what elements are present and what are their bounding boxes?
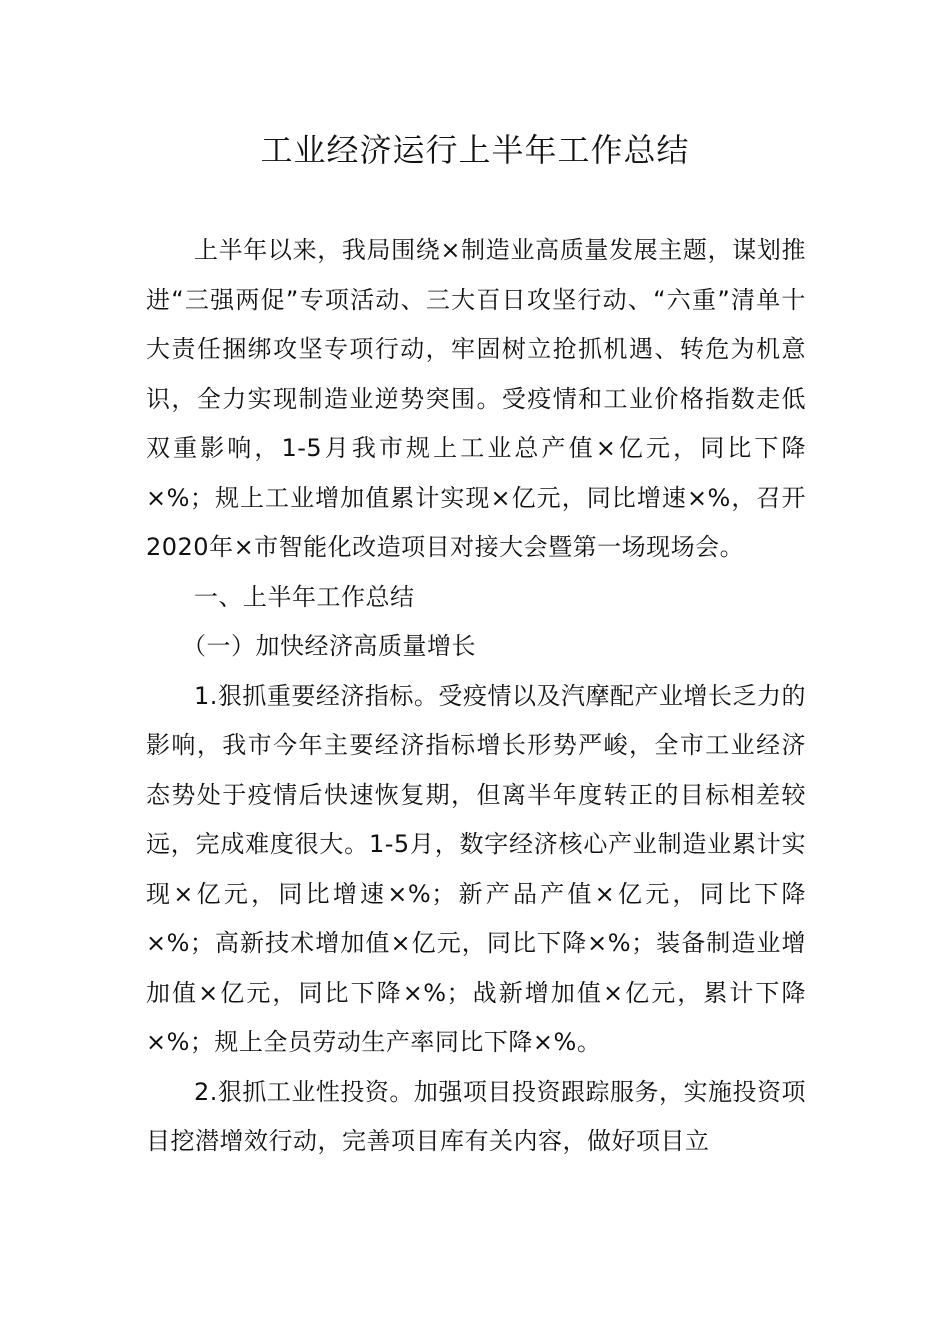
document-title: 工业经济运行上半年工作总结 [260,131,690,169]
document-body [146,226,806,1167]
subsection-heading: （一）加快经济高质量增长 [182,632,476,660]
item-paragraph-1: 1.狠抓重要经济指标。受疫情以及汽摩配产业增长乏力的影响，我市今年主要经济指标增长形势严峻，全市工业经济态势处于疫情后快速恢复期，但离半年度转正的目标相差较远，完成难度很大。1-5月，数字经济核心产业制造业累计实现×亿元，同比增速×%；新产品产值×亿元，同比下降×%；高新技术增加值×亿元，同比下降×%；装备制造业增加值×亿元，同比下降×%；战新增加值×亿元，累计下降×%；规上全员劳动生产率同比下降×%。 [146,681,806,1056]
intro-paragraph: 上半年以来，我局围绕×制造业高质量发展主题，谋划推进“三强两促”专项活动、三大百日攻坚行动、“六重”清单十大责任捆绑攻坚专项行动，牢固树立抢抓机遇、转危为机意识，全力实现制造业逆势突围。受疫情和工业价格指数走低双重影响，1-5月我市规上工业总产值×亿元，同比下降×%；规上工业增加值累计实现×亿元，同比增速×%，召开2020年×市智能化改造项目对接大会暨第一场现场会。 [146,236,806,561]
section-heading: 一、上半年工作总结 [194,582,415,611]
item-paragraph-2: 2.狠抓工业性投资。加强项目投资跟踪服务，实施投资项目挖潜增效行动，完善项目库有关内容，做好项目立 [146,1077,806,1155]
